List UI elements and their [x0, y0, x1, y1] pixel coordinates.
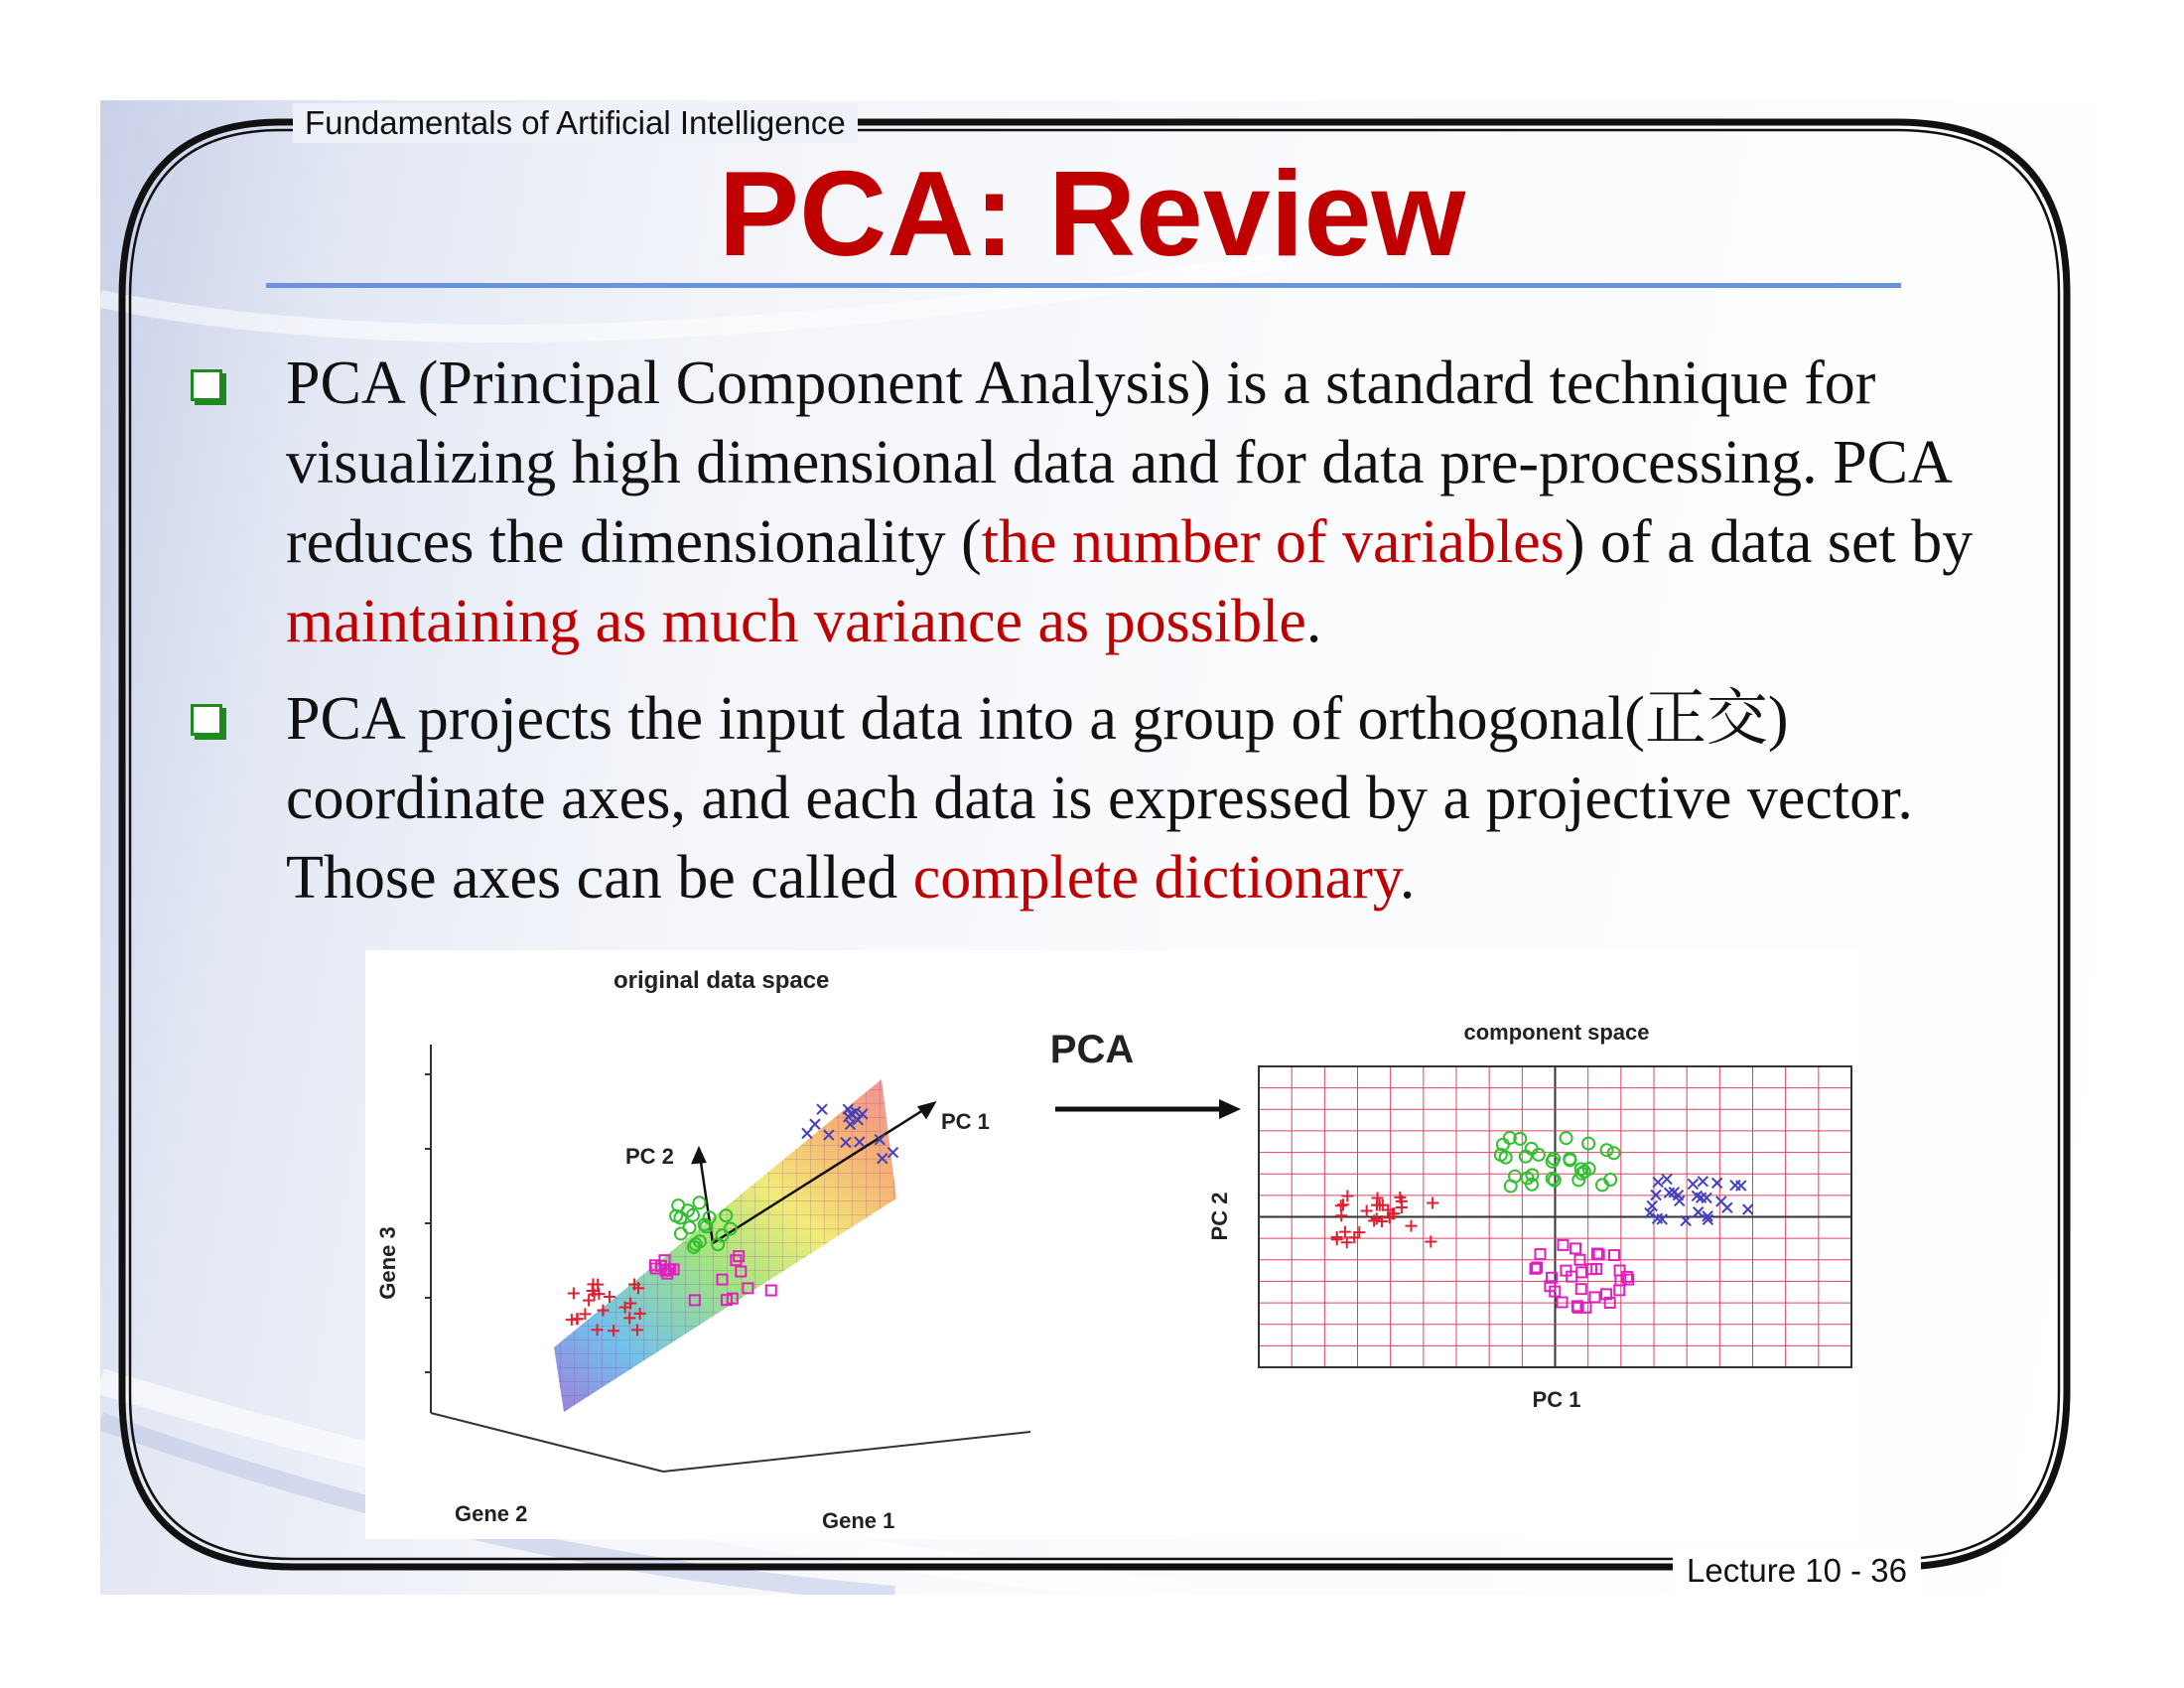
scatter-point: [1576, 1284, 1586, 1294]
scatter-point: [675, 1227, 687, 1239]
body-text: PCA (Principal Component Analysis) is a standard technique for visualizing high dimensional data and for data pre-processing. PCA reduces the dimensionality (: [286, 350, 1950, 576]
scatter-point: [1730, 1181, 1740, 1191]
scatter-point: [568, 1288, 580, 1300]
scatter-point: [1601, 1144, 1613, 1156]
highlighted-text: complete dictionary: [912, 844, 1400, 912]
body-text: ) of a data set by: [1564, 508, 1974, 576]
right-plot-title: component space: [1463, 1020, 1650, 1045]
pc2-arrowhead: [693, 1149, 705, 1163]
scatter-point: [1570, 1243, 1580, 1253]
pca-arrow-label: PCA: [1049, 1028, 1135, 1071]
scatter-point: [1558, 1240, 1568, 1250]
scatter-point: [1716, 1196, 1726, 1206]
scatter-point: [1335, 1209, 1347, 1221]
scatter-point: [1372, 1193, 1384, 1204]
scatter-point: [684, 1221, 696, 1233]
pca-illustration: [365, 950, 1859, 1539]
projection-plane: [554, 1079, 896, 1412]
scatter-point: [693, 1196, 705, 1208]
scatter-point: [1608, 1147, 1620, 1159]
course-name-label: Fundamentals of Artificial Intelligence: [293, 103, 858, 143]
checkbox-bullet-icon: [191, 704, 222, 736]
scatter-point: [1558, 1297, 1568, 1307]
scatter-point: [1609, 1250, 1619, 1260]
pca-transform-arrow: [1055, 1099, 1241, 1119]
highlighted-text: maintaining as much variance as possible: [286, 588, 1306, 655]
title-underline: [266, 283, 1901, 288]
scatter-point: [1688, 1179, 1698, 1189]
bullet-paragraph-pca-projection: [286, 679, 2033, 917]
scatter-point: [802, 1128, 812, 1138]
scatter-point: [1743, 1204, 1753, 1214]
pc2-label: PC 2: [625, 1144, 674, 1169]
scatter-point: [1405, 1220, 1417, 1232]
scatter-point: [1694, 1207, 1704, 1217]
scatter-point: [1339, 1226, 1351, 1238]
highlighted-text: the number of variables: [981, 508, 1565, 576]
right-scatter-points: [1331, 1132, 1753, 1313]
scatter-point: [766, 1286, 776, 1296]
slide-title: PCA: Review: [718, 146, 1466, 281]
pc1-label: PC 1: [941, 1109, 990, 1134]
component-space-grid: [1259, 1066, 1851, 1367]
scatter-point: [1561, 1132, 1572, 1144]
scatter-point: [1590, 1292, 1600, 1302]
gene3-axis-label: Gene 3: [375, 1226, 400, 1300]
body-text: .: [1399, 844, 1416, 912]
scatter-point: [1653, 1178, 1663, 1188]
scatter-point: [1361, 1205, 1373, 1217]
page-number-label: Lecture 10 - 36: [1673, 1549, 1921, 1593]
scatter-point: [1712, 1178, 1722, 1188]
left-plot-title: original data space: [614, 967, 830, 994]
scatter-point: [1576, 1267, 1586, 1277]
scatter-point: [1698, 1177, 1707, 1187]
bullet-paragraph-pca-definition: [286, 344, 2033, 661]
scatter-point: [817, 1104, 827, 1114]
pc1-arrowhead: [919, 1103, 934, 1117]
gene2-axis-label: Gene 2: [455, 1501, 528, 1526]
scatter-point: [1509, 1171, 1521, 1183]
body-text: PCA projects the input data into a group of orthogonal(正交) coordinate axes, and each data is expressed by a projective vector. Those axes can be called: [286, 685, 1913, 912]
pc2-y-axis-label: PC 2: [1207, 1192, 1232, 1241]
scatter-point: [1331, 1233, 1343, 1245]
gene1-axis-label: Gene 1: [822, 1508, 895, 1533]
scatter-point: [1396, 1201, 1408, 1213]
scatter-point: [1427, 1196, 1438, 1208]
scatter-point: [1702, 1193, 1711, 1202]
scatter-point: [810, 1119, 820, 1129]
pc1-x-axis-label: PC 1: [1532, 1387, 1581, 1412]
checkbox-bullet-icon: [191, 369, 222, 401]
body-text: .: [1305, 588, 1322, 655]
scatter-point: [1662, 1175, 1672, 1185]
scatter-point: [1614, 1285, 1624, 1295]
scatter-point: [1425, 1235, 1436, 1247]
scatter-point: [1536, 1249, 1546, 1259]
